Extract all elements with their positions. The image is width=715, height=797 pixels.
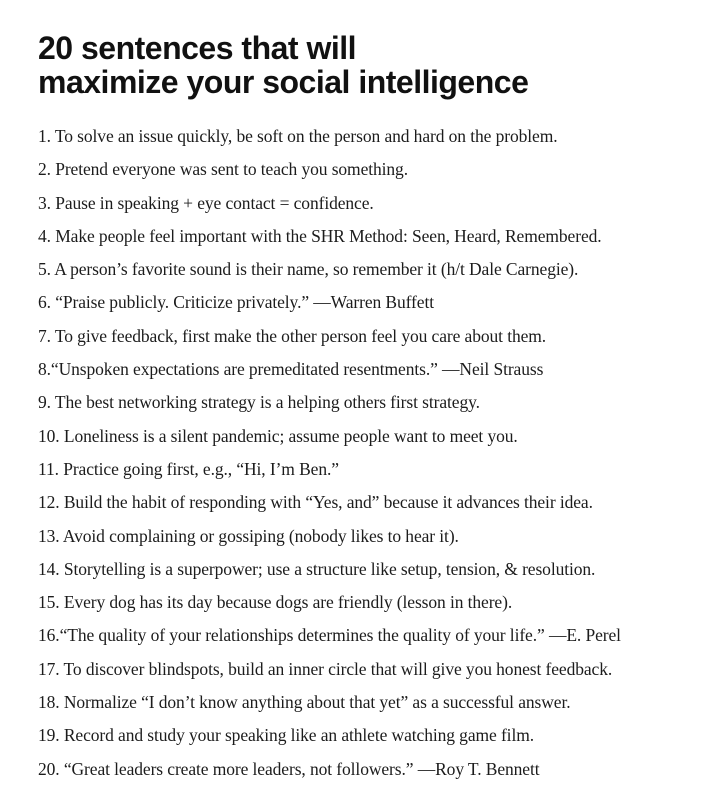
page-title bbox=[38, 31, 698, 99]
list-item: 4. Make people feel important with the SHR Method: Seen, Heard, Remembered. bbox=[38, 225, 602, 246]
list-item: 10. Loneliness is a silent pandemic; assume people want to meet you. bbox=[38, 425, 518, 446]
list-item: 19. Record and study your speaking like an athlete watching game film. bbox=[38, 725, 534, 746]
list-item: 12. Build the habit of responding with “Yes, and” because it advances their idea. bbox=[38, 492, 593, 513]
list-item: 17. To discover blindspots, build an inner circle that will give you honest feedback. bbox=[38, 658, 613, 679]
sentence-list bbox=[38, 120, 708, 786]
list-item: 18. Normalize “I don’t know anything about that yet” as a successful answer. bbox=[38, 692, 571, 713]
list-item: 3. Pause in speaking + eye contact = confidence. bbox=[38, 192, 374, 213]
list-item: 5. A person’s favorite sound is their name, so remember it (h/t Dale Carnegie). bbox=[38, 259, 579, 280]
list-item: 9. The best networking strategy is a helping others first strategy. bbox=[38, 392, 480, 413]
list-item: 11. Practice going first, e.g., “Hi, I’m Ben.” bbox=[38, 458, 339, 479]
title-line-1: 20 sentences that will bbox=[38, 30, 357, 66]
list-item: 13. Avoid complaining or gossiping (nobody likes to hear it). bbox=[38, 525, 459, 546]
list-item: 7. To give feedback, first make the other person feel you care about them. bbox=[38, 325, 547, 346]
list-item: 1. To solve an issue quickly, be soft on the person and hard on the problem. bbox=[38, 126, 558, 146]
list-item: 20. “Great leaders create more leaders, not followers.” —Roy T. Bennett bbox=[38, 758, 540, 779]
list-item: 14. Storytelling is a superpower; use a structure like setup, tension, & resolution. bbox=[38, 558, 596, 579]
list-item: 2. Pretend everyone was sent to teach you something. bbox=[38, 159, 408, 180]
list-item: 8.“Unspoken expectations are premeditated resentments.” —Neil Strauss bbox=[38, 359, 544, 380]
list-item: 6. “Praise publicly. Criticize privately.” —Warren Buffett bbox=[38, 292, 434, 313]
list-item: 15. Every dog has its day because dogs are friendly (lesson in there). bbox=[38, 592, 513, 613]
title-line-2: maximize your social intelligence bbox=[38, 64, 529, 100]
list-item: 16.“The quality of your relationships determines the quality of your life.” —E. Perel bbox=[38, 625, 621, 646]
